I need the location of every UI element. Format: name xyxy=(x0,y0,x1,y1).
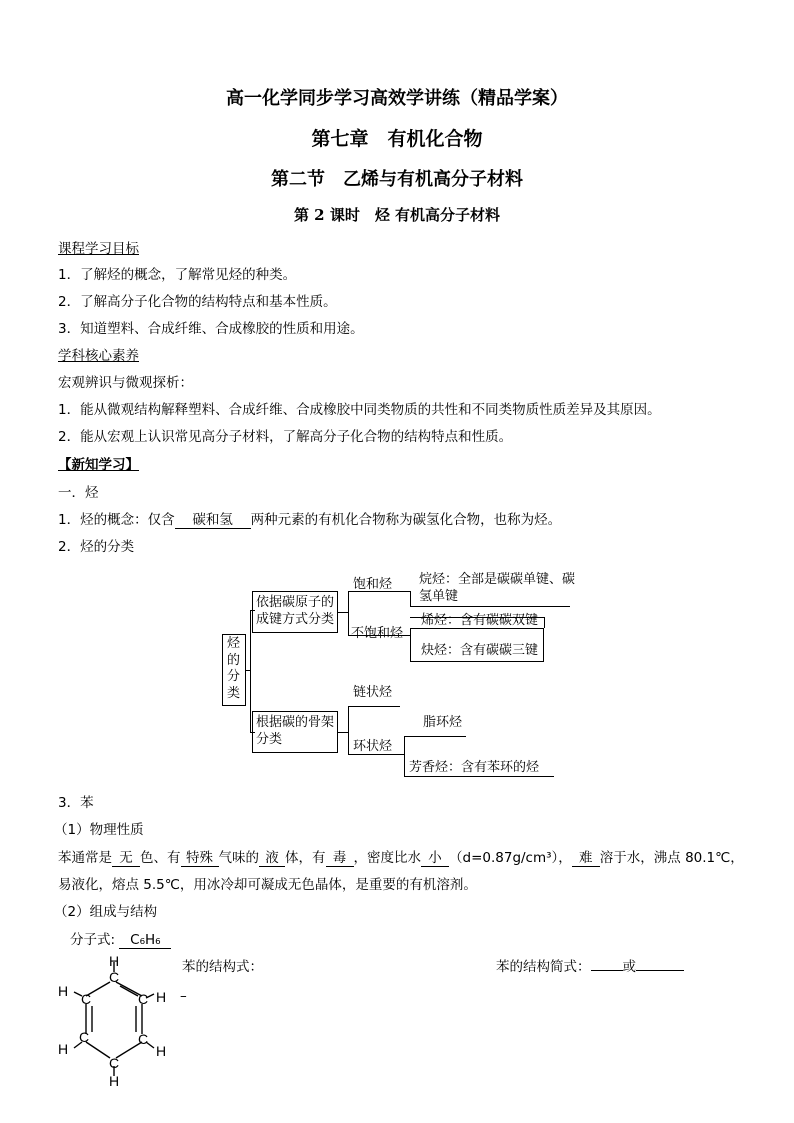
root-label: 烃 的 分 类 xyxy=(227,636,241,701)
physical-line-2: 易液化，熔点 5.5℃，用冰冷却可凝成无色晶体，是重要的有机溶剂。 xyxy=(58,877,477,893)
goal-item-2: 2．了解高分子化合物的结构特点和基本性质。 xyxy=(58,294,337,310)
blank-color: 无 xyxy=(112,851,140,867)
concept-suffix: 两种元素的有机化合物称为碳氢化合物，也称为烃。 xyxy=(250,512,562,528)
concept-prefix: 1．烃的概念：仅含 xyxy=(58,512,175,528)
formula-line: 分子式: C₆H₆ xyxy=(70,931,171,949)
atom-h: H xyxy=(109,953,120,969)
blank-toxic: 毒 xyxy=(326,851,354,867)
literacy-item-1: 1．能从微观结构解释塑料、合成纤维、合成橡胶中同类物质的共性和不同类物质性质差异及其原因。 xyxy=(58,402,661,418)
structure-heading: （2）组成与结构 xyxy=(54,904,158,920)
dash-mark: – xyxy=(180,988,187,1004)
blank-density: 小 xyxy=(421,851,449,867)
concept-blank: 碳和氢 xyxy=(175,513,251,529)
section-title: 第二节 乙烯与有机高分子材料 xyxy=(271,169,523,190)
short-formula-line: 苯的结构简式： 或 xyxy=(496,958,684,976)
short-blank-1[interactable] xyxy=(591,970,623,971)
unsaturated-label: 不饱和烃 xyxy=(351,626,404,641)
benzene-heading: 3．苯 xyxy=(58,795,94,811)
atom-h: H xyxy=(109,1073,120,1089)
branch-bonding-label: 依据碳原子的 成键方式分类 xyxy=(256,595,335,627)
atom-c: C xyxy=(138,991,149,1007)
atom-c: C xyxy=(138,1031,149,1047)
ring-label: 环状烃 xyxy=(353,739,393,754)
atom-c: C xyxy=(79,1029,90,1045)
new-knowledge-heading: 【新知学习】 xyxy=(58,457,139,473)
classify-heading: 2．烃的分类 xyxy=(58,539,135,555)
atom-h: H xyxy=(156,989,167,1005)
formula-blank: C₆H₆ xyxy=(119,933,171,949)
blank-solubility: 难 xyxy=(572,851,600,867)
alicyclic-label: 脂环烃 xyxy=(423,715,463,730)
blank-state: 液 xyxy=(259,851,285,867)
saturated-label: 饱和烃 xyxy=(353,577,393,592)
literacy-heading: 学科核心素养 xyxy=(58,348,139,364)
chain-label: 链状烃 xyxy=(353,685,393,700)
alkyne-label: 炔烃：含有碳碳三键 xyxy=(421,643,539,658)
goals-heading: 课程学习目标 xyxy=(58,241,139,257)
atom-c: C xyxy=(81,991,92,1007)
structural-formula-label: 苯的结构式： xyxy=(182,959,263,975)
alkane-label: 烷烃：全部是碳碳单键、碳 氢单键 xyxy=(419,572,576,604)
short-blank-2[interactable] xyxy=(636,970,684,971)
alkene-label: 烯烃：含有碳碳双键 xyxy=(421,613,539,628)
branch-skeleton-label: 根据碳的骨架 分类 xyxy=(256,715,335,747)
physical-heading: （1）物理性质 xyxy=(54,822,144,838)
bond xyxy=(86,1042,110,1058)
atom-h: H xyxy=(58,983,69,999)
concept-line xyxy=(58,511,561,529)
goal-item-1: 1．了解烃的概念，了解常见烃的种类。 xyxy=(58,267,297,283)
lesson-title: 第 2 课时 烃 有机高分子材料 xyxy=(293,206,501,224)
series-title: 高一化学同步学习高效学讲练（精品学案） xyxy=(226,88,568,109)
goal-item-3: 3．知道塑料、合成纤维、合成橡胶的性质和用途。 xyxy=(58,321,364,337)
physical-line-1: 苯通常是 无 色、有 特殊 气味的 液 体，有 毒 ，密度比水 小 （d=0.87g/cm³）， 难 溶于水，沸点 80.1℃， xyxy=(58,850,744,866)
atom-h: H xyxy=(58,1041,69,1057)
aromatic-label: 芳香烃：含有苯环的烃 xyxy=(409,760,540,775)
part-one-heading: 一．烃 xyxy=(58,485,99,501)
bond xyxy=(120,986,138,996)
atom-h: H xyxy=(156,1043,167,1059)
chapter-title: 第七章 有机化合物 xyxy=(311,128,483,150)
benzene-structure-drawing xyxy=(48,952,188,1092)
literacy-intro: 宏观辨识与微观探析： xyxy=(58,375,193,391)
atom-c: C xyxy=(109,969,120,985)
atom-c: C xyxy=(109,1055,120,1071)
blank-odor: 特殊 xyxy=(181,851,219,867)
literacy-item-2: 2．能从宏观上认识常见高分子材料，了解高分子化合物的结构特点和性质。 xyxy=(58,429,513,445)
